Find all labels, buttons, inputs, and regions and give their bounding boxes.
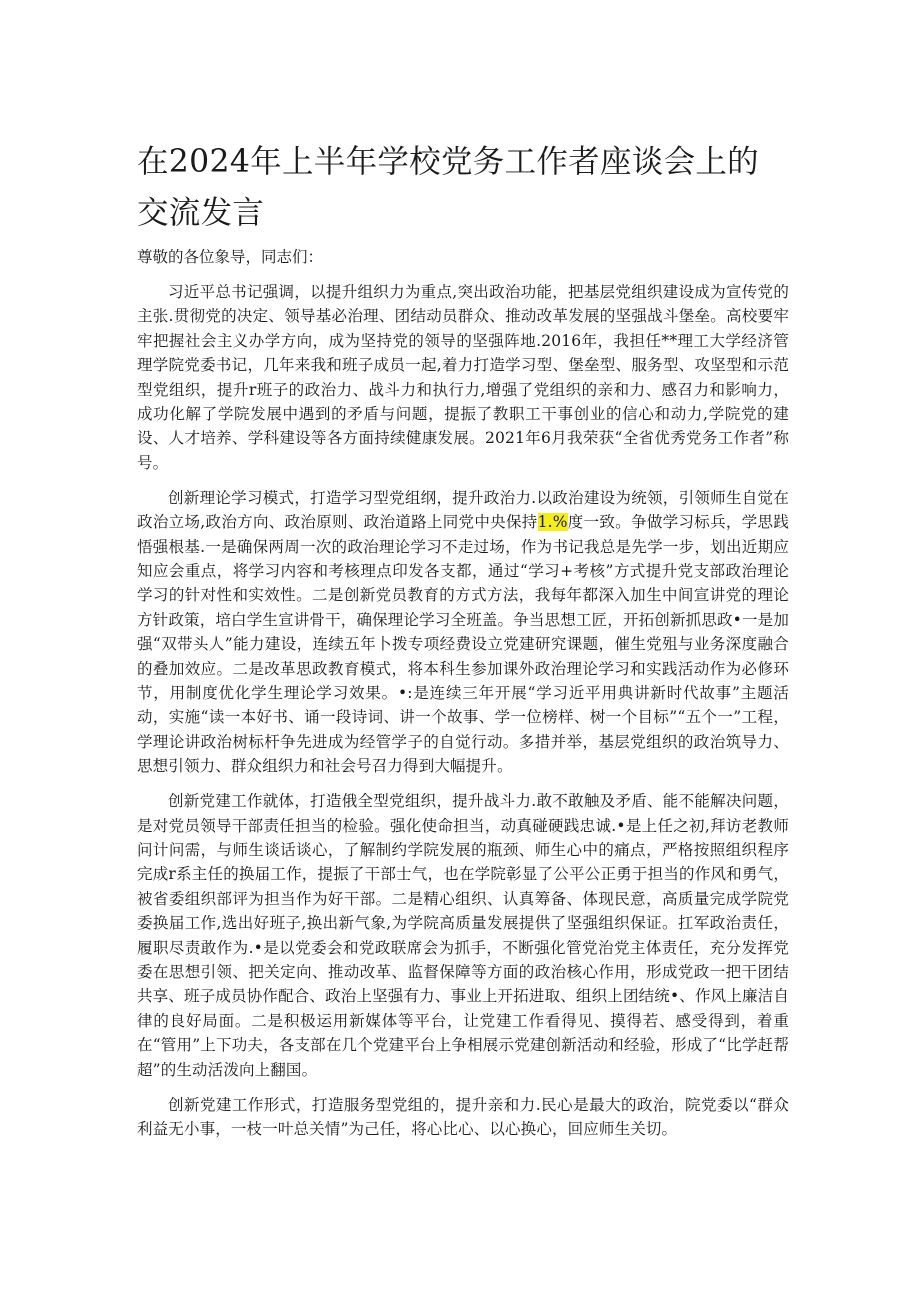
document-body	[137, 280, 789, 1152]
highlighted-text: 1.%	[537, 513, 568, 532]
document-title: 在2024年上半年学校党务工作者座谈会上的交流发言	[137, 144, 759, 231]
paragraph-2-part-2: 度一致。争做学习标兵，学思践悟强根基.一是确保两周一次的政治理论学习不走过场，作为书记我总是先学一步，划出近期应知应会重点，将学习内容和考核理点印发各支都，通过“学习+考核”方式提升党支部政治理论学习的针对性和实效性。二是创新党员教育的方式方法，我每年都深入加生中间宣讲党的理论方针政策，培白学生宣讲骨干，确保理论学习全班盖。争当思想工匠，开拓创新抓思政•一是加强“双带头人”能力建设，连续五年卜拨专项经费设立党建研究课题，催生党殂与业务深度融合的叠加效应。二是改革思政教育模式，将本科生参加课外政治理论学习和实践活动作为必修环节，用制度优化学生理论学习效果。•:是连续三年开展“学习近平用典讲新时代故事”主题活动，实施“读一本好书、诵一段诗词、讲一个故事、学一位榜样、树一个目标”“五个一”工程，学理论讲政治树标杆争先进成为经管学子的自觉行动。多措并举，基层党组织的政治筑导力、思想引领力、群众组织力和社会号召力得到大幅提升。	[137, 513, 789, 776]
paragraph-4: 创新党建工作形式，打造服务型党组的，提升亲和力.民心是最大的政治，院党委以“群众利益无小事，一枝一叶总关情”为己任，将心比心、以心换心，回应师生关切。	[137, 1095, 789, 1138]
paragraph-2-part-1: 创新理论学习模式，打造学习型党组纲，提升政治力.以政治建设为统领，引领师生自觉在政治立场,政治方向、政治原则、政治道路上同党中央保持	[137, 488, 789, 532]
salutation: 尊敬的各位象导，同志们：	[137, 248, 324, 266]
paragraph-1: 习近平总书记强调，以提升组织力为重点,突出政治功能，把基层党组织建设成为宣传党的主张.贯彻党的决定、领导基必治理、团结动员群众、推动改革发展的坚强战斗堡垒。高校要牢牢把握社会主义办学方向，成为坚持党的领导的坚强阵地.2016年，我担任**理工大学经济管理学院党委书记，几年来我和班子成员一起,着力打造学习型、堡垒型、服务型、攻坚型和示范型党组织，提升r班子的政治力、战斗力和执行力,增强了党组织的亲和力、感召力和影响力，成功化解了学院发展中遇到的矛盾与问题，提振了教职工干事创业的信心和动力,学院党的建设、人才培养、学科建设等各方面持续健康发展。2021年6月我荣获“全省优秀党务工作者”称号。	[137, 283, 789, 472]
paragraph-2	[137, 486, 789, 779]
paragraph-3: 创新党建工作就体，打造俄全型党组织，提升战斗力.敢不敢触及矛盾、能不能解决问题，是对党员领导干部责任担当的检验。强化使命担当，动真碰硬践忠诚.•是上任之初,拜访老教师问计问需，与师生谈话谈心，了解制约学院发展的瓶颈、师生心中的痛点，严格按照组织程序完成r系主任的换届工作，提振了干部士气，也在学院彰显了公平公正勇于担当的作风和勇气，被省委组织部评为担当作为好干部。二是精心组织、认真筹备、体现民意，高质量完成学院党委换届工作,选出好班子,换出新气象,为学院高质量发展提供了坚强组织保证。扛军政治责任，履职尽责敢作为.•是以党委会和党政联席会为抓手，不断强化管党治党主体责任，充分发挥党委在思想引领、把关定向、推动改革、监督保障等方面的政治核心作用，形成党政一把干团结共享、班子成员协作配合、政治上坚强有力、事业上开拓进取、组织上团结统•、作风上廉洁自律的良好局面。二是积极运用新媒体等平台，让党建工作看得见、摸得若、感受得到，着重在“管用”上下功夫，各支部在几个党建平台上争相展示党建创新活动和经验，形成了“比学赶帮超”的生动活泼向上翻国。	[137, 792, 789, 1079]
